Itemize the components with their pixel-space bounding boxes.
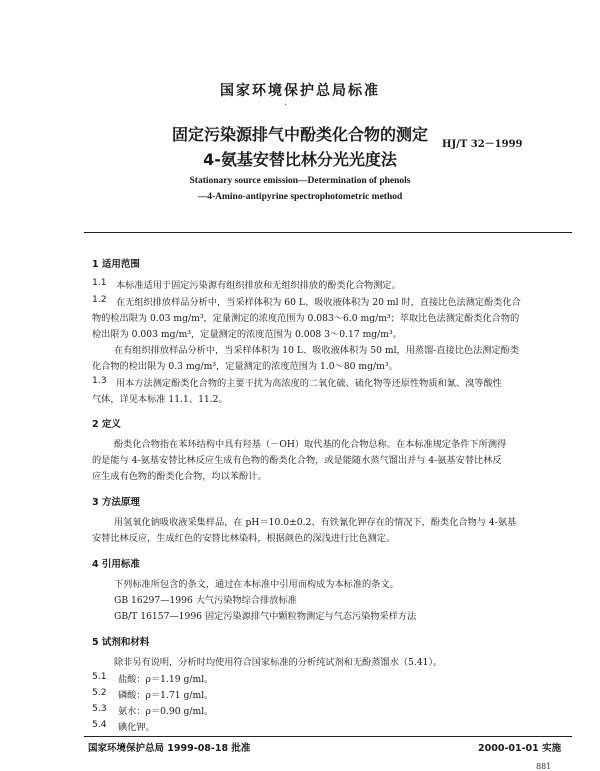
section-1-heading: 1 适用范围 [92,259,140,270]
reagent-5-4: 碘化钾。 [118,722,155,733]
approval-date: 国家环境保护总局 1999-08-18 批准 [88,743,251,754]
reference-item-2: GB/T 16157—1996 固定污染源排气中颗粒物测定与气态污染物采样方法 [114,611,417,622]
definition-line2: 的是能与 4-氨基安替比林反应生成有色物的酚类化合物，或是能随水蒸气馏出并与 4-氨基安替比林反 [92,455,502,466]
header-divider [84,232,572,233]
clause-1-3-line1: 用本方法测定酚类化合物的主要干扰为高浓度的二氧化硫、硫化物等还原性物质和氰、溴等酸性 [116,378,502,389]
footer-divider [84,736,572,737]
page-number: 881 [536,762,552,771]
clause-1-3-line2: 气体，详见本标准 11.1、11.2。 [92,394,228,405]
clause-1-2b-line1: 在有组织排放样品分析中，当采样体积为 10 L、吸收液体积为 50 ml，用蒸馏-直接比色法测定酚类 [114,345,520,356]
title-chinese-line2: 4-氨基安替比林分光光度法 [203,150,397,169]
references-intro: 下列标准所包含的条文，通过在本标准中引用而构成为本标准的条文。 [114,579,399,590]
definition-line1: 酚类化合物指在苯环结构中具有羟基（－OH）取代基的化合物总称。在本标准规定条件下所测得 [114,439,507,450]
reagent-5-1: 盐酸：ρ＝1.19 g/ml。 [118,674,214,685]
principle-line1: 用氢氧化钠吸收液采集样品，在 pH＝10.0±0.2、有铁氰化钾存在的情况下，酚类化合物与 4-氨基 [114,517,517,528]
title-english-line1: Stationary source emission—Determination of phenols [189,176,411,186]
clause-1-2-line1: 在无组织排放样品分析中，当采样体积为 60 L、吸收液体积为 20 ml 时，直接比色法测定酚类化合 [116,297,521,308]
clause-number-1-1: 1.1 [92,277,107,288]
clause-number-1-3: 1.3 [92,375,107,386]
standard-number: HJ/T 32－1999 [442,139,523,150]
reference-item-1: GB 16297—1996 大气污染物综合排放标准 [114,595,297,606]
title-chinese-line1: 固定污染源排气中酚类化合物的测定 [171,125,428,144]
section-5-heading: 5 试剂和材料 [92,637,150,648]
decorative-dot: · [284,100,288,111]
section-2-heading: 2 定义 [92,419,121,430]
reagent-5-2: 磷酸：ρ＝1.71 g/ml。 [118,690,214,701]
clause-1-1-text: 本标准适用于固定污染源有组织排放和无组织排放的酚类化合物测定。 [116,280,401,291]
clause-1-2b-line2: 化合物的检出限为 0.3 mg/m³，定量测定的浓度范围为 1.0～80 mg/m³。 [92,361,398,372]
clause-number-1-2: 1.2 [92,294,107,305]
clause-number-5-2: 5.2 [92,687,107,698]
reagents-intro: 除非另有说明，分析时均使用符合国家标准的分析纯试剂和无酚蒸馏水（5.41）。 [114,657,443,668]
clause-number-5-4: 5.4 [92,719,107,730]
issuing-agency: 国家环境保护总局标准 [220,83,380,99]
section-3-heading: 3 方法原理 [92,497,140,508]
clause-1-2-line3: 检出限为 0.003 mg/m³，定量测定的浓度范围为 0.008 3～0.17 mg/m³。 [92,329,402,340]
definition-line3: 应生成有色物的酚类化合物，均以苯酚计。 [92,471,267,482]
implementation-date: 2000-01-01 实施 [478,743,562,754]
title-english-line2: —4-Amino-antipyrine spectrophotometric method [197,192,403,202]
clause-number-5-1: 5.1 [92,671,107,682]
principle-line2: 安替比林反应，生成红色的安替比林染料，根据颜色的深浅进行比色测定。 [92,533,396,544]
reagent-5-3: 氨水：ρ＝0.90 g/ml。 [118,706,214,717]
clause-1-2-line2: 物的检出限为 0.03 mg/m³，定量测定的浓度范围为 0.083～6.0 mg/m³；萃取比色法测定酚类化合物的 [92,313,520,324]
clause-number-5-3: 5.3 [92,703,107,714]
section-4-heading: 4 引用标准 [92,559,140,570]
